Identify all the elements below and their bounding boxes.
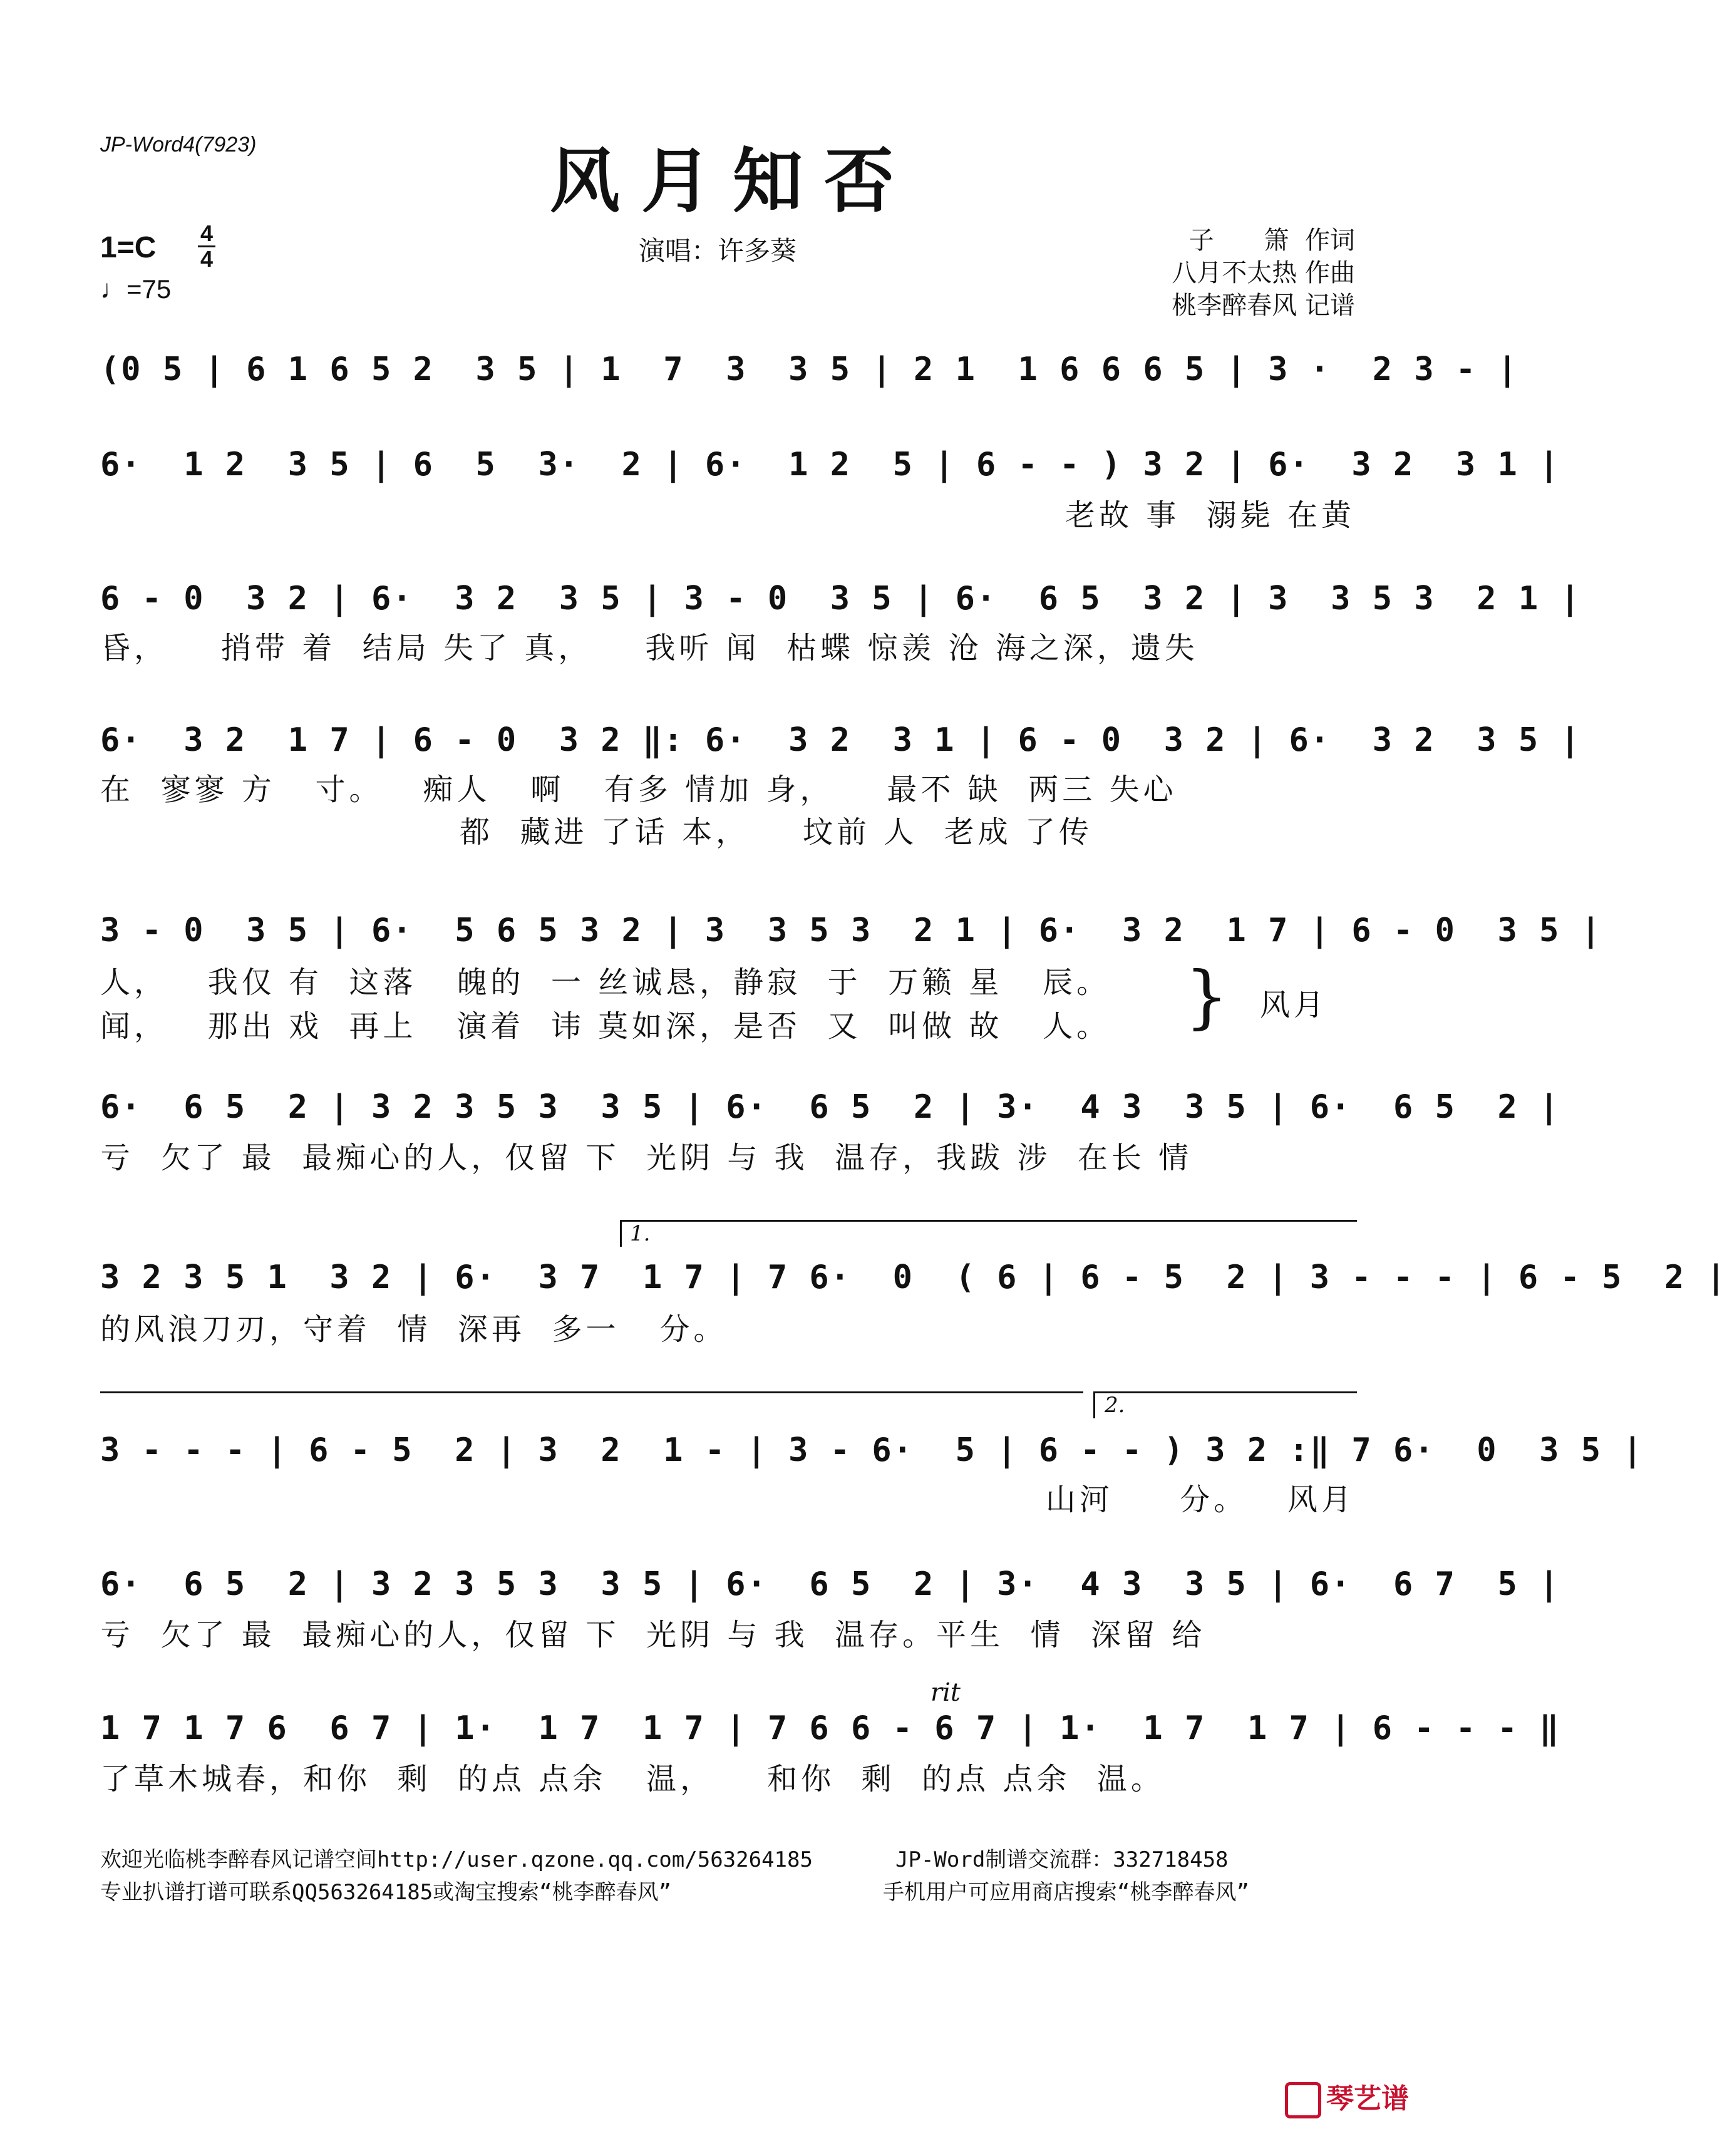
staff-5-lyrics-verse2: 闻， 那出 戏 再上 演着 讳 莫如深，是否 又 叫做 故 人。 xyxy=(100,1009,1111,1044)
staff-1-notes: (0 5 | 6 1 6 5 2 3 5 | 1 7 3 3 5 | 2 1 1 6 6 6 5 | 3 · 2 3 - | xyxy=(100,351,1518,388)
time-signature xyxy=(198,220,215,272)
footer-line1-right: JP-Word制谱交流群：332718458 xyxy=(895,1847,1229,1872)
key-signature: 1=C xyxy=(100,231,157,264)
footer-line2-left: 专业扒谱打谱可联系QQ563264185或淘宝搜索“桃李醉春风” xyxy=(100,1880,672,1905)
watermark-logo xyxy=(1285,2076,1409,2118)
footer-line1-left: 欢迎光临桃李醉春风记谱空间http://user.qzone.qq.com/563264185 xyxy=(100,1847,813,1872)
volta-1-bracket xyxy=(620,1220,1357,1247)
time-sig-bottom: 4 xyxy=(200,246,214,272)
staff-8-notes: 3 - - - | 6 - 5 2 | 3 2 1 - | 3 - 6· 5 | 6 - - ) 3 2 :‖ 7 6· 0 3 5 | xyxy=(100,1431,1644,1469)
staff-5-lyrics-verse1: 人， 我仅 有 这落 魄的 一 丝诚恳，静寂 于 万籁 星 辰。 xyxy=(100,965,1111,1000)
transcriber-credit: 桃李醉春风 记谱 xyxy=(1172,291,1355,320)
staff-2-notes: 6· 1 2 3 5 | 6 5 3· 2 | 6· 1 2 5 | 6 - - ) 3 2 | 6· 3 2 3 1 | xyxy=(100,446,1560,483)
staff-9-notes: 6· 6 5 2 | 3 2 3 5 3 3 5 | 6· 6 5 2 | 3· 4 3 3 5 | 6· 6 7 5 | xyxy=(100,1565,1560,1603)
staff-7-notes: 3 2 3 5 1 3 2 | 6· 3 7 1 7 | 7 6· 0 ( 6 | 6 - 5 2 | 3 - - - | 6 - 5 2 | xyxy=(100,1259,1727,1296)
staff-4-lyrics-verse2: 都 藏进 了话 本， 坟前 人 老成 了传 xyxy=(100,815,1093,850)
staff-5-end-lyric: 风月 xyxy=(1260,988,1328,1023)
tempo-mark: ♩=75 xyxy=(100,274,172,304)
staff-3-lyrics: 昏， 捎带 着 结局 失了 真， 我听 闻 枯蝶 惊羡 沧 海之深，遗失 xyxy=(100,631,1199,666)
software-label: JP-Word4(7923) xyxy=(100,133,257,157)
staff-7-lyrics: 的风浪刀刃，守着 情 深再 多一 分。 xyxy=(100,1312,728,1347)
volta-2-bracket xyxy=(1093,1391,1357,1418)
staff-4-lyrics-verse1: 在 寥寥 方 寸。 痴人 啊 有多 情加 身， 最不 缺 两三 失心 xyxy=(100,772,1177,807)
volta-1-continuation xyxy=(100,1391,1083,1393)
ritardando-mark: rit xyxy=(931,1678,961,1707)
staff-6-lyrics: 亏 欠了 最 最痴心的人，仅留 下 光阴 与 我 温存，我跋 涉 在长 情 xyxy=(100,1140,1193,1175)
time-sig-top: 4 xyxy=(200,220,214,246)
lyricist-credit: 子 箫 作词 xyxy=(1188,226,1355,255)
footer-line2-right: 手机用户可应用商店搜索“桃李醉春风” xyxy=(883,1880,1249,1905)
staff-5-notes: 3 - 0 3 5 | 6· 5 6 5 3 2 | 3 3 5 3 2 1 | 6· 3 2 1 7 | 6 - 0 3 5 | xyxy=(100,912,1602,949)
singer-credit: 演唱：许多葵 xyxy=(639,235,797,266)
song-title: 风月知否 xyxy=(550,140,915,222)
staff-4-notes: 6· 3 2 1 7 | 6 - 0 3 2 ‖: 6· 3 2 3 1 | 6 - 0 3 2 | 6· 3 2 3 5 | xyxy=(100,721,1581,759)
volta-1-label: 1. xyxy=(630,1221,651,1246)
volta-2-label: 2. xyxy=(1105,1393,1125,1418)
staff-3-notes: 6 - 0 3 2 | 6· 3 2 3 5 | 3 - 0 3 5 | 6· 6 5 3 2 | 3 3 5 3 2 1 | xyxy=(100,580,1581,617)
composer-credit: 八月不太热 作曲 xyxy=(1172,259,1355,287)
watermark-text: 琴艺谱 xyxy=(1326,2083,1409,2115)
staff-10-lyrics: 了草木城春，和你 剩 的点 点余 温， 和你 剩 的点 点余 温。 xyxy=(100,1761,1165,1797)
staff-8-lyrics: 山河 分。 风月 xyxy=(1045,1482,1355,1517)
staff-9-lyrics: 亏 欠了 最 最痴心的人，仅留 下 光阴 与 我 温存。平生 情 深留 给 xyxy=(100,1617,1206,1653)
staff-2-lyrics: 老故 事 溺毙 在黄 xyxy=(1065,498,1355,533)
verse-brace: } xyxy=(1185,956,1229,1036)
staff-10-notes: 1 7 1 7 6 6 7 | 1· 1 7 1 7 | 7 6 6 - 6 7 | 1· 1 7 1 7 | 6 - - - ‖ xyxy=(100,1710,1560,1747)
staff-6-notes: 6· 6 5 2 | 3 2 3 5 3 3 5 | 6· 6 5 2 | 3· 4 3 3 5 | 6· 6 5 2 | xyxy=(100,1088,1560,1126)
logo-icon xyxy=(1285,2082,1321,2118)
